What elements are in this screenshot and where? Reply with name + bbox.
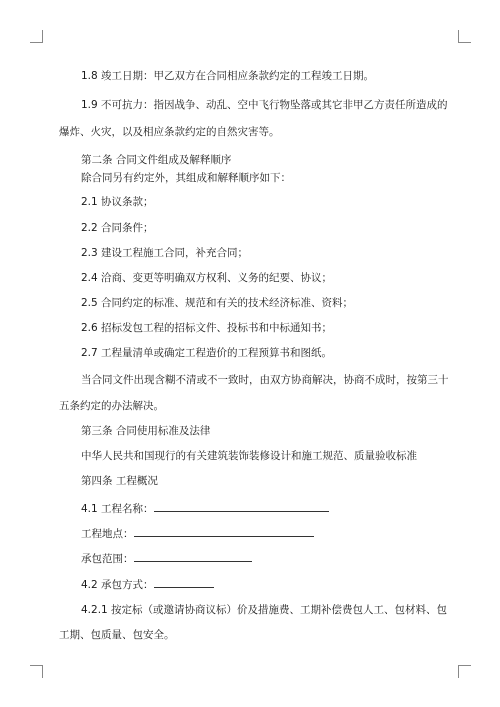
article-2-intro: 除合同另有约定外，其组成和解释顺序如下： (81, 172, 291, 184)
project-name-blank (154, 500, 329, 512)
list-item-2-1: 2.1 协议条款； (81, 196, 154, 208)
project-name-label: 4.1 工程名称： (81, 503, 154, 515)
article-3-heading: 第三条 合同使用标准及法律 (81, 425, 211, 437)
field-contract-mode (81, 576, 214, 592)
conflict-clause-line2: 五条约定的办法解决。 (59, 400, 164, 412)
field-project-site (81, 525, 314, 541)
crop-mark-bottom-right (458, 665, 471, 678)
list-item-2-4: 2.4 洽商、变更等明确双方权利、义务的纪要、协议； (81, 272, 333, 284)
clause-1-9-line2: 爆炸、火灾，以及相应条款约定的自然灾害等。 (59, 126, 280, 138)
article-2-heading: 第二条 合同文件组成及解释顺序 (81, 154, 232, 166)
clause-1-9-line1: 1.9 不可抗力：指因战争、动乱、空中飞行物坠落或其它非甲乙方责任所造成的 (81, 99, 448, 111)
list-item-2-3: 2.3 建设工程施工合同，补充合同； (81, 247, 249, 259)
clause-1-8: 1.8 竣工日期：甲乙双方在合同相应条款约定的工程竣工日期。 (81, 70, 375, 82)
list-item-2-2: 2.2 合同条件； (81, 222, 154, 234)
article-4-heading: 第四条 工程概况 (81, 475, 158, 487)
list-item-2-7: 2.7 工程量清单或确定工程造价的工程预算书和图纸。 (81, 347, 333, 359)
field-contract-scope (81, 550, 252, 566)
conflict-clause-line1: 当合同文件出现含糊不清或不一致时，由双方协商解决，协商不成时，按第三十 (81, 374, 449, 386)
crop-mark-top-right (458, 30, 471, 43)
project-site-label: 工程地点： (81, 528, 134, 540)
list-item-2-5: 2.5 合同约定的标准、规范和有关的技术经济标准、资料； (81, 297, 354, 309)
contract-scope-label: 承包范围： (81, 553, 134, 565)
clause-4-2-1-line2: 工期、包质量、包安全。 (59, 629, 175, 641)
field-project-name (81, 500, 329, 516)
crop-mark-bottom-left (30, 665, 43, 678)
contract-mode-blank (154, 576, 214, 588)
clause-4-2-1-line1: 4.2.1 按定标（或邀请协商议标）价及措施费、工期补偿费包人工、包材料、包 (81, 604, 448, 616)
contract-scope-blank (134, 550, 252, 562)
list-item-2-6: 2.6 招标发包工程的招标文件、投标书和中标通知书； (81, 322, 333, 334)
crop-mark-top-left (30, 30, 43, 43)
contract-mode-label: 4.2 承包方式： (81, 579, 154, 591)
project-site-blank (134, 525, 314, 537)
article-3-body: 中华人民共和国现行的有关建筑装饰装修设计和施工规范、质量验收标准 (81, 450, 417, 462)
